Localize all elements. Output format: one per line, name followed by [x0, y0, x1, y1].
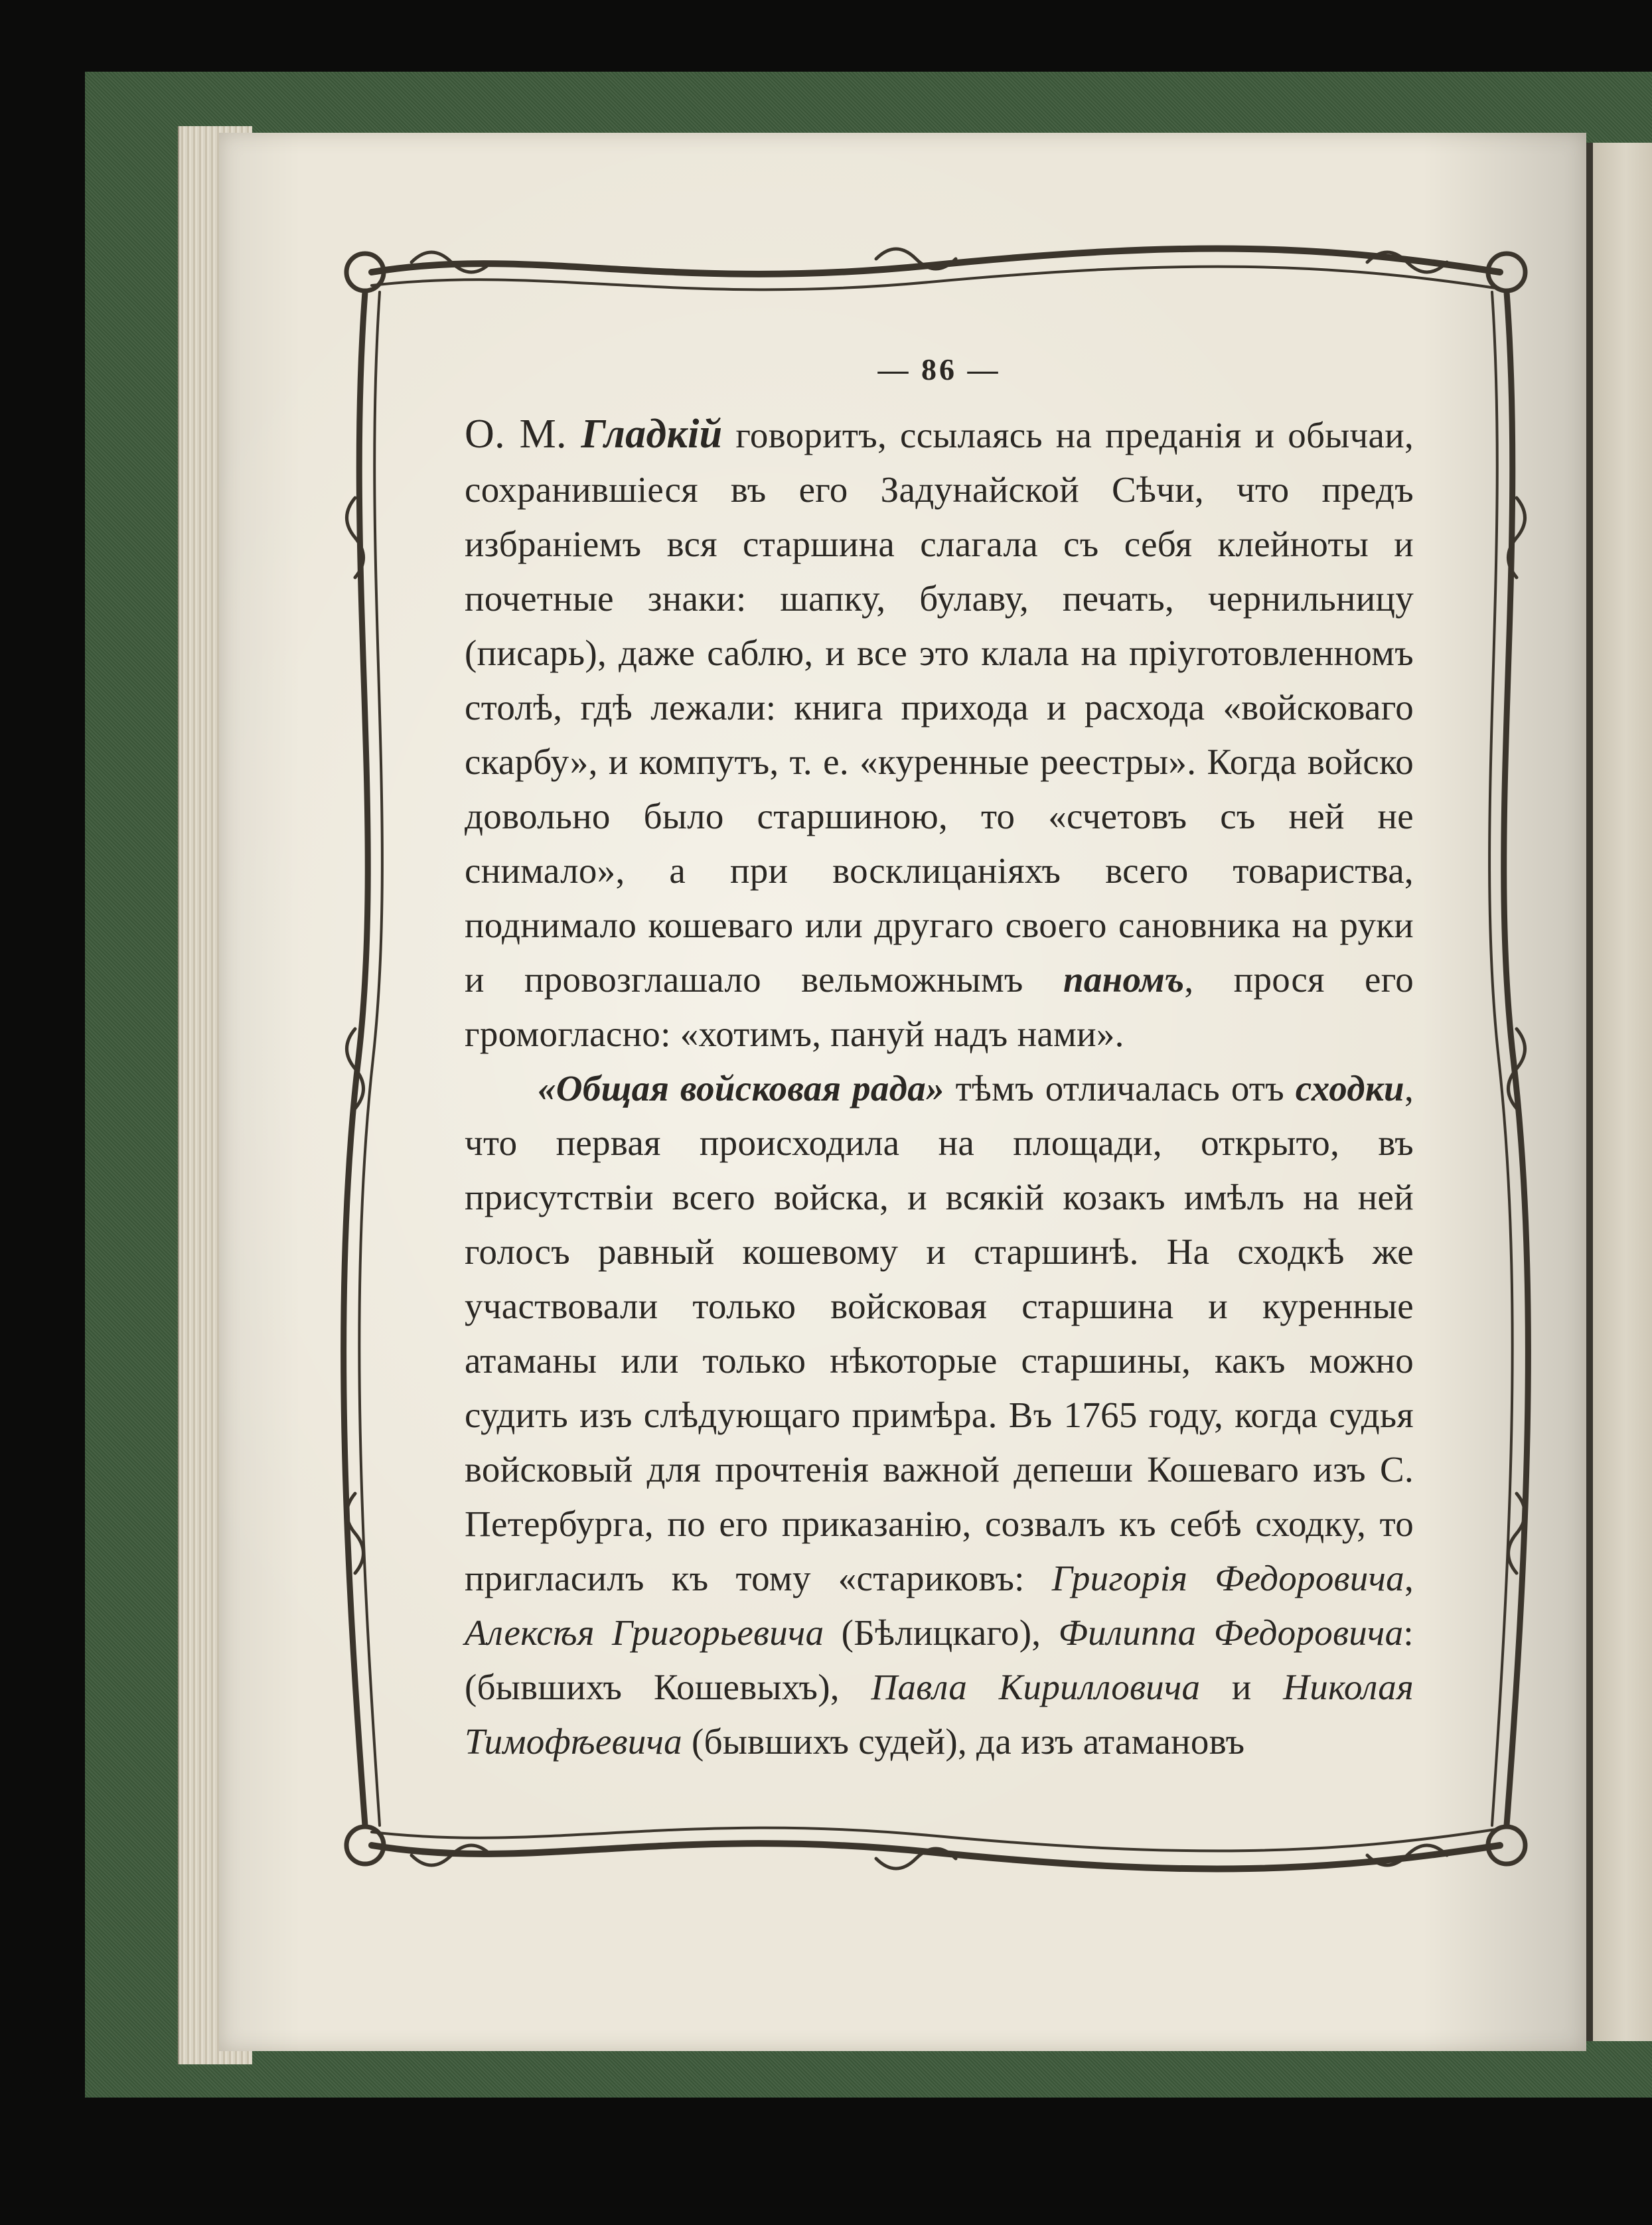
paragraph-2	[465, 1061, 1414, 1769]
paragraph-1	[465, 407, 1414, 1061]
text-run: сходки	[1295, 1068, 1404, 1109]
page-text	[465, 352, 1414, 1769]
text-run: О. М.	[465, 412, 581, 457]
text-run: : (бывшихъ Кошевыхъ),	[465, 1612, 1414, 1707]
text-run: «Общая войсковая рада»	[538, 1068, 944, 1109]
text-run: ,	[1404, 1558, 1414, 1598]
text-run: говоритъ, ссылаясь на преданія и обычаи, сохранившіеся въ его Задунайской Сѣчи, что предъ избраніемъ вся старшина слагала съ себя клейноты и почетные знаки: шапку, булаву, печать, чернильницу (писарь), даже саблю, и все это клала на пріуготовленномъ столѣ, гдѣ лежали: книга прихода и расхода «войсковаго скарбу», и компутъ, т. е. «куренные реестры». Когда войско довольно было старшиною, то «счетовъ съ ней не снимало», а при восклицаніяхъ всего товариства, поднимало кошеваго или другаго своего сановника на руки и провозглашало вельможнымъ	[465, 415, 1414, 1000]
text-run: (бывшихъ судей), да изъ атамановъ	[682, 1721, 1245, 1762]
text-run: тѣмъ отличалась отъ	[944, 1068, 1296, 1109]
page-number: — 86 —	[877, 352, 1001, 386]
text-run: Павла Кирилловича	[871, 1667, 1201, 1707]
text-run: Николая Тимофѣевича	[465, 1667, 1414, 1762]
text-run: паномъ	[1063, 959, 1185, 1000]
text-run: Гладкій	[581, 412, 723, 457]
text-run: Филиппа Федоровича	[1058, 1612, 1404, 1653]
text-run: Алексѣя Григорьевича	[465, 1612, 824, 1653]
text-run: (Бѣлицкаго),	[824, 1612, 1059, 1653]
text-run: , прося его громогласно: «хотимъ, пануй надъ нами».	[465, 959, 1414, 1054]
text-run: и	[1200, 1667, 1284, 1707]
text-run: Григорія Федоровича	[1051, 1558, 1404, 1598]
facing-page-edge	[1586, 143, 1652, 2041]
text-run: , что первая происходила на площади, открыто, въ присутствіи всего войска, и всякій козакъ имѣлъ на ней голосъ равный кошевому и старшинѣ. На сходкѣ же участвовали только войсковая старшина и куренные атаманы или только нѣкоторые старшины, какъ можно судить изъ слѣдующаго примѣра. Въ 1765 году, когда судья войсковый для прочтенія важной депеши Кошеваго изъ С. Петербурга, по его приказанію, созвалъ къ себѣ сходку, то пригласилъ къ тому «стариковъ:	[465, 1068, 1414, 1598]
